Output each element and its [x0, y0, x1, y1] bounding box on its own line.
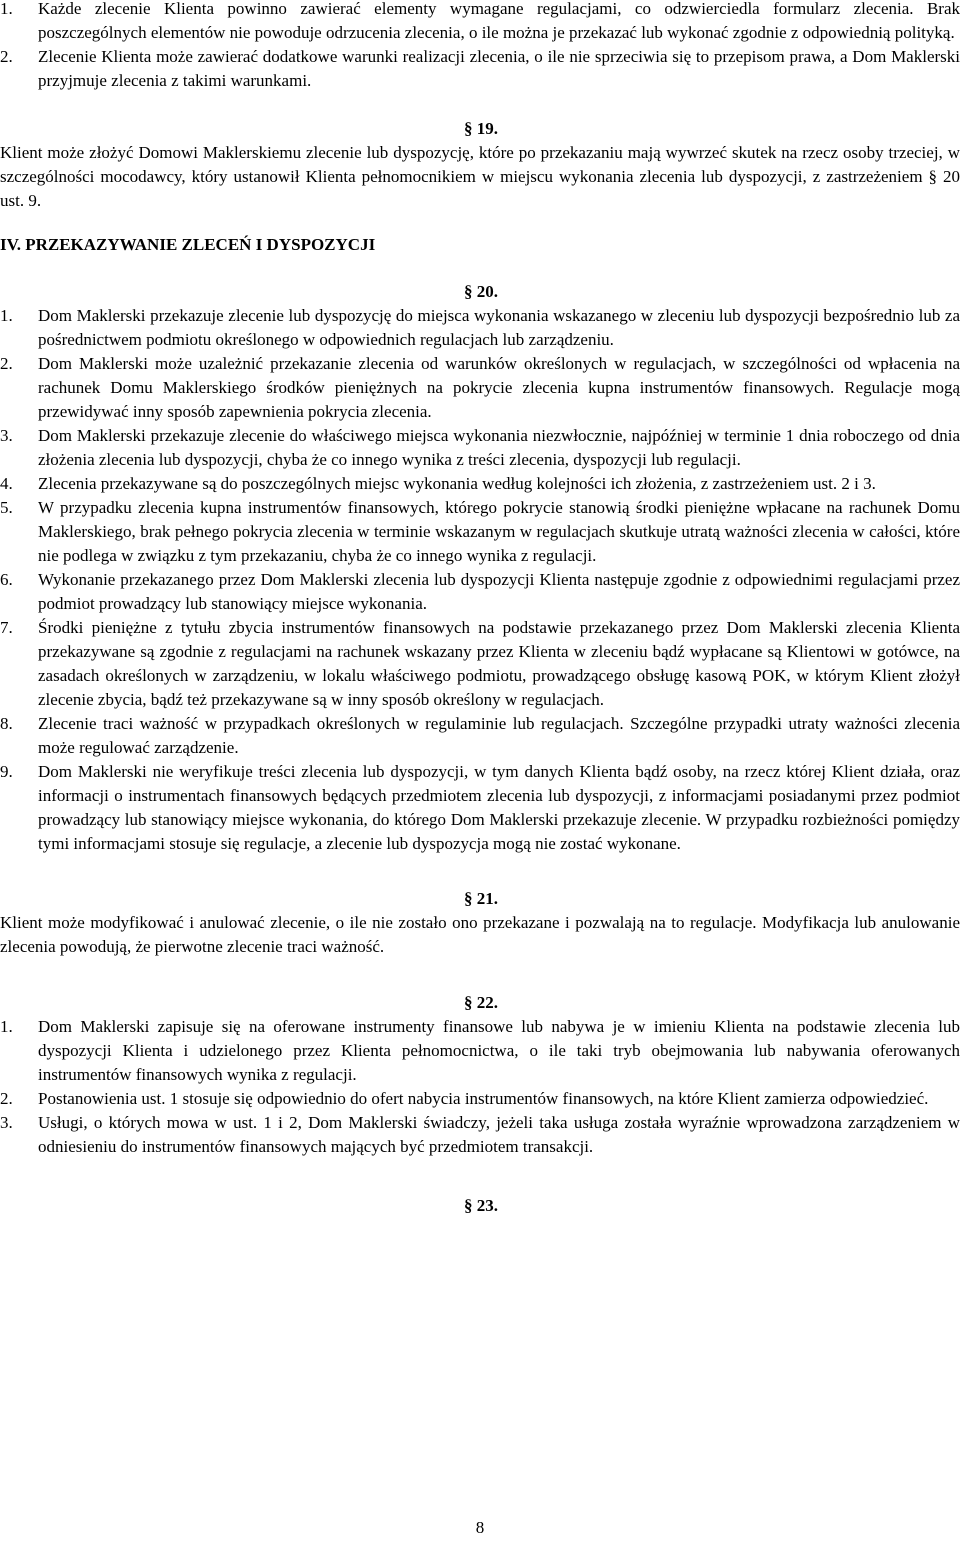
section-21-heading: [0, 887, 960, 911]
section-21-text: Klient może modyfikować i anulować zlecenie, o ile nie zostało ono przekazane i pozwalają na to regulacje. Modyfikacja lub anulowanie zlecenia powodują, że pierwotne zlecenie traci ważność.: [0, 913, 960, 956]
section-mark: §: [464, 282, 473, 301]
section-19-heading: [0, 117, 960, 141]
item-number: 4.: [0, 474, 13, 493]
page-number: 8: [475, 1518, 485, 1537]
section-number: 22.: [476, 993, 498, 1012]
item-text: Zlecenia przekazywane są do poszczególnych miejsc wykonania według kolejności ich złożenia, z zastrzeżeniem ust. 2 i 3.: [38, 474, 876, 493]
item-number: 1.: [0, 1017, 13, 1036]
item-text: Postanowienia ust. 1 stosuje się odpowiednio do ofert nabycia instrumentów finansowych, na które Klient zamierza odpowiedzieć.: [38, 1089, 929, 1108]
item-number: 8.: [0, 714, 13, 733]
item-number: 1.: [0, 306, 13, 325]
list-item: [0, 1111, 960, 1159]
section-23-heading: [0, 1194, 960, 1218]
section-number: 20.: [476, 282, 498, 301]
list-item: [0, 304, 960, 352]
list-item: [0, 568, 960, 616]
item-text: Wykonanie przekazanego przez Dom Maklerski zlecenia lub dyspozycji Klienta następuje zgodnie z odpowiednimi regulacjami przez podmiot prowadzący lub stanowiący miejsce wykonania.: [38, 570, 960, 613]
item-text: Środki pieniężne z tytułu zbycia instrumentów finansowych na podstawie przekazanego przez Dom Maklerski zlecenia Klienta przekazywane są zgodnie z regulacjami na rachunek wskazany przez Klienta w zleceniu bądź wypłacane są Klientowi w gotówce, na zasadach określonych w zarządzeniu, w lokalu właściwego podmiotu, prowadzącego obsługę kasową POK, w którym Klient złożył zlecenie zbycia, bądź też przekazywane są w inny sposób określony w regulacjach.: [38, 618, 960, 709]
item-number: 1.: [0, 0, 13, 18]
list-item: [0, 1087, 960, 1111]
list-item: [0, 712, 960, 760]
item-text: Dom Maklerski zapisuje się na oferowane instrumenty finansowe lub nabywa je w imieniu Klienta na podstawie zlecenia lub dyspozycji Klienta i udzielonego przez Klienta pełnomocnictwa, o ile taki tryb obejmowania lub nabywania oferowanych instrumentów finansowych wynika z regulacji.: [38, 1017, 960, 1084]
item-number: 5.: [0, 498, 13, 517]
chapter-title: IV. PRZEKAZYWANIE ZLECEŃ I DYSPOZYCJI: [0, 235, 376, 254]
item-number: 3.: [0, 426, 13, 445]
item-number: 9.: [0, 762, 13, 781]
item-text: Dom Maklerski przekazuje zlecenie lub dyspozycję do miejsca wykonania wskazanego w zleceniu lub dyspozycji bezpośrednio lub za pośrednictwem podmiotu określonego w odpowiednich regulacjach lub zarządzeniu.: [38, 306, 960, 349]
item-text: Zlecenie traci ważność w przypadkach określonych w regulaminie lub regulacjach. Szczególne przypadki utraty ważności zlecenia może regulować zarządzenie.: [38, 714, 960, 757]
list-item: [0, 616, 960, 712]
list-item: [0, 424, 960, 472]
item-number: 6.: [0, 570, 13, 589]
section-19-text: Klient może złożyć Domowi Maklerskiemu zlecenie lub dyspozycję, które po przekazaniu mają wywrzeć skutek na rzecz osoby trzeciej, w szczególności mocodawcy, który ustanowił Klienta pełnomocnikiem w miejscu wykonania zlecenia lub dyspozycji, z zastrzeżeniem § 20 ust. 9.: [0, 143, 960, 210]
section-mark: §: [464, 119, 473, 138]
section-mark: §: [464, 889, 473, 908]
item-text: Każde zlecenie Klienta powinno zawierać elementy wymagane regulacjami, co odzwierciedla formularz zlecenia. Brak poszczególnych elementów nie powoduje odrzucenia zlecenia, o ile można je przekazać lub wykonać zgodnie z odpowiednią polityką.: [38, 0, 960, 42]
item-text: Usługi, o których mowa w ust. 1 i 2, Dom Maklerski świadczy, jeżeli taka usługa została wyraźnie wprowadzona zarządzeniem w odniesieniu do instrumentów finansowych mających być przedmiotem transakcji.: [38, 1113, 960, 1156]
list-item: [0, 472, 960, 496]
item-text: Dom Maklerski może uzależnić przekazanie zlecenia od warunków określonych w regulacjach, w szczególności od wpłacenia na rachunek Domu Maklerskiego środków pieniężnych na pokrycie zlecenia kupna instrumentów finansowych. Regulacje mogą przewidywać inny sposób zapewnienia pokrycia zlecenia.: [38, 354, 960, 421]
item-text: W przypadku zlecenia kupna instrumentów finansowych, którego pokrycie stanowią środki pieniężne wpłacane na rachunek Domu Maklerskiego, brak pełnego pokrycia zlecenia w terminie wskazanym w regulacjach skutkuje utratą ważności zlecenia w całości, które nie podlega w związku z tym przekazaniu, chyba że co innego wynika z regulacji.: [38, 498, 960, 565]
list-item: [0, 496, 960, 568]
section-mark: §: [464, 993, 473, 1012]
item-number: 2.: [0, 354, 13, 373]
list-item: [0, 45, 960, 93]
section-20-heading: [0, 280, 960, 304]
section-mark: §: [464, 1196, 473, 1215]
item-number: 3.: [0, 1113, 13, 1132]
item-text: Dom Maklerski przekazuje zlecenie do właściwego miejsca wykonania niezwłocznie, najpóźniej w terminie 1 dnia roboczego od dnia złożenia zlecenia lub dyspozycji, chyba że co innego wynika z treści zlecenia, dyspozycji lub regulacji.: [38, 426, 960, 469]
item-number: 7.: [0, 618, 13, 637]
section-20-list: [0, 304, 960, 856]
item-text: Zlecenie Klienta może zawierać dodatkowe warunki realizacji zlecenia, o ile nie sprzeciwia się to przepisom prawa, a Dom Maklerski przyjmuje zlecenia z takimi warunkami.: [38, 47, 960, 90]
top-list: [0, 0, 960, 93]
section-number: 19.: [476, 119, 498, 138]
section-number: 23.: [476, 1196, 498, 1215]
item-number: 2.: [0, 47, 13, 66]
section-number: 21.: [476, 889, 498, 908]
item-number: 2.: [0, 1089, 13, 1108]
list-item: [0, 0, 960, 45]
list-item: [0, 760, 960, 856]
item-text: Dom Maklerski nie weryfikuje treści zlecenia lub dyspozycji, w tym danych Klienta bądź osoby, na rzecz której Klient działa, oraz informacji o instrumentach finansowych będących przedmiotem zlecenia lub dyspozycji, z informacjami posiadanymi przez podmiot prowadzący lub stanowiący miejsce wykonania, do którego Dom Maklerski przekazuje zlecenie. W przypadku rozbieżności pomiędzy tymi informacjami stosuje się regulacje, a zlecenie lub dyspozycja mogą nie zostać wykonane.: [38, 762, 960, 853]
section-22-heading: [0, 991, 960, 1015]
list-item: [0, 1015, 960, 1087]
section-22-list: [0, 1015, 960, 1159]
list-item: [0, 352, 960, 424]
